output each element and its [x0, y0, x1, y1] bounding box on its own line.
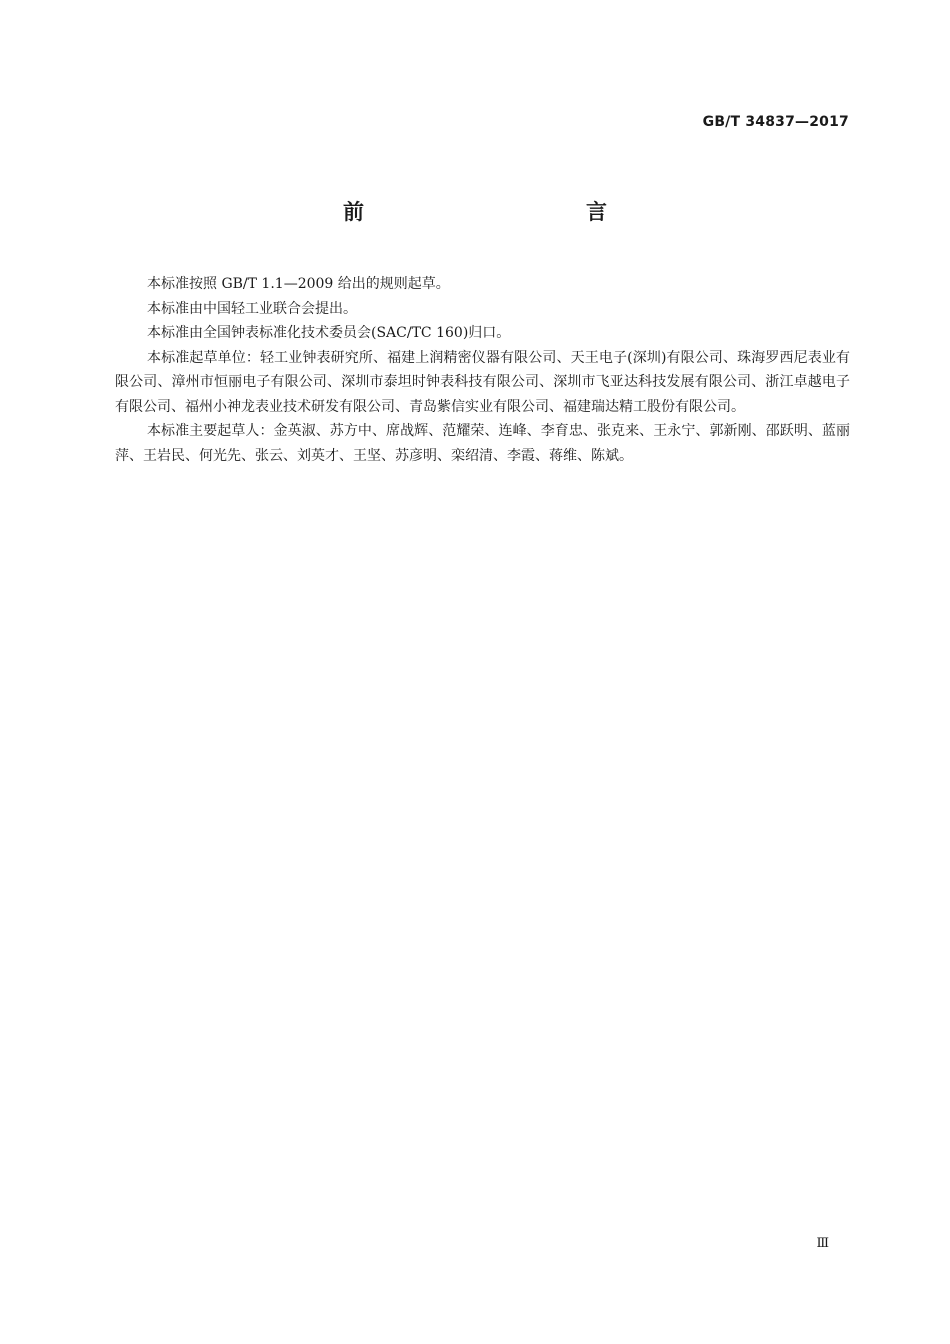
page-number: Ⅲ [816, 1236, 829, 1251]
paragraph-drafting-rules: 本标准按照 GB/T 1.1—2009 给出的规则起草。 [147, 276, 450, 292]
paragraph-proposer: 本标准由中国轻工业联合会提出。 [147, 300, 357, 317]
paragraph-technical-committee: 本标准由全国钟表标准化技术委员会(SAC/TC 160)归口。 [147, 325, 511, 341]
foreword-body [115, 272, 850, 468]
standard-code: GB/T 34837—2017 [702, 114, 849, 130]
page-title: 前 言 [343, 200, 667, 224]
paragraph-main-drafters: 本标准主要起草人：金英淑、苏方中、席战辉、范耀荣、连峰、李育忠、张克来、王永宁、郭新刚、邵跃明、蓝丽萍、王岩民、何光先、张云、刘英才、王坚、苏彦明、栾绍清、李霞、蒋维、陈斌。 [115, 423, 850, 464]
paragraph-drafting-units: 本标准起草单位：轻工业钟表研究所、福建上润精密仪器有限公司、天王电子(深圳)有限公司、珠海罗西尼表业有限公司、漳州市恒丽电子有限公司、深圳市泰坦时钟表科技有限公司、深圳市飞亚达科技发展有限公司、浙江卓越电子有限公司、福州小神龙表业技术研发有限公司、青岛紫信实业有限公司、福建瑞达精工股份有限公司。 [115, 349, 850, 415]
